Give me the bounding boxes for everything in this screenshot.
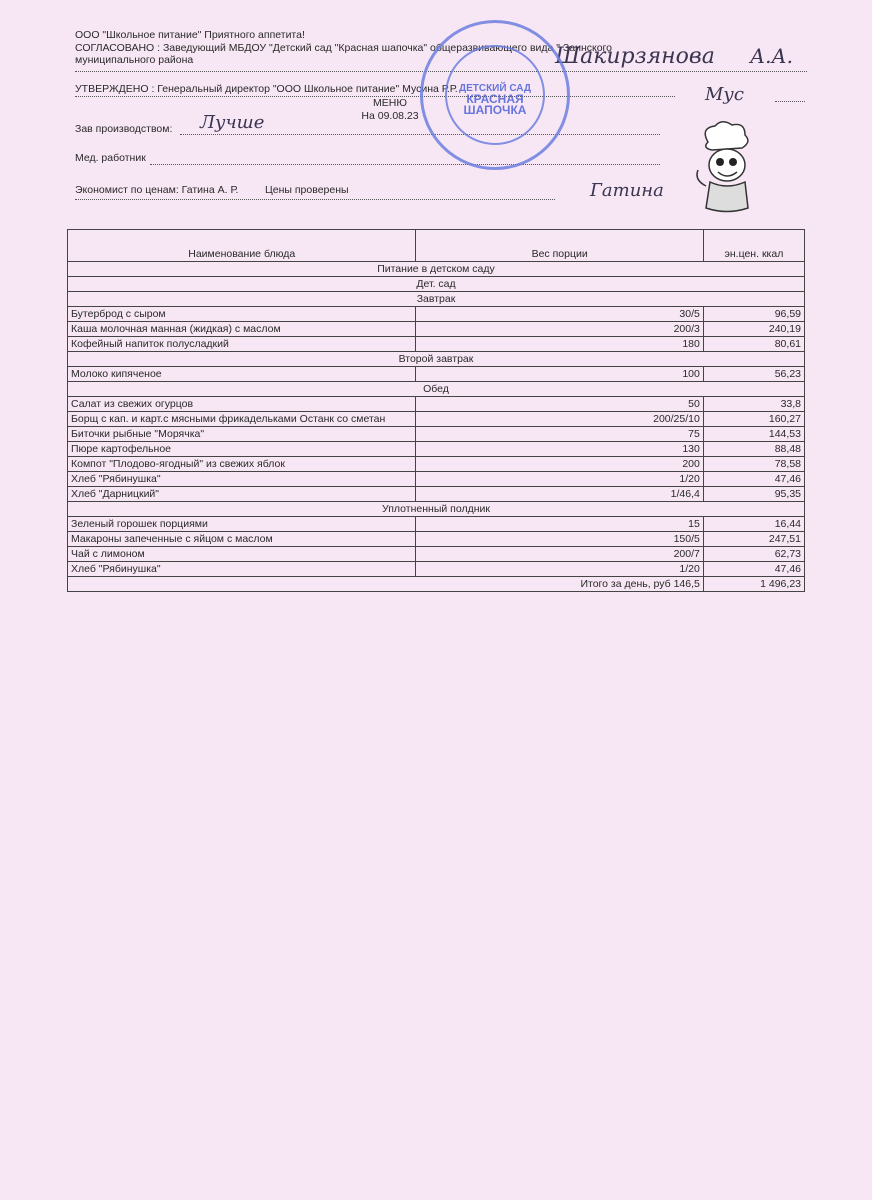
dish-cell: Хлеб "Рябинушка" — [68, 472, 416, 487]
production-label: Зав производством: — [75, 123, 173, 135]
chef-mascot-icon — [690, 120, 760, 215]
divider — [180, 134, 660, 135]
dish-cell: Пюре картофельное — [68, 442, 416, 457]
weight-cell: 1/46,4 — [416, 487, 703, 502]
signature-initials: А.А. — [750, 44, 794, 68]
divider — [150, 164, 660, 165]
weight-cell: 180 — [416, 337, 703, 352]
table-row — [68, 562, 805, 577]
table-row — [68, 337, 805, 352]
header-line-2: СОГЛАСОВАНО : Заведующий МБДОУ "Детский сад "Красная шапочка" общеразвивающего вида " Заинского — [75, 42, 612, 54]
total-label: Итого за день, руб 146,5 — [416, 577, 703, 592]
seal-text-1: ДЕТСКИЙ САД — [458, 83, 532, 94]
section-heading: Уплотненный полдник — [68, 502, 805, 517]
kcal-cell: 47,46 — [703, 562, 804, 577]
weight-cell: 200 — [416, 457, 703, 472]
table-row — [68, 412, 805, 427]
table-row — [68, 487, 805, 502]
header-line-1: ООО "Школьное питание" Приятного аппетита! — [75, 29, 305, 41]
dish-cell: Чай с лимоном — [68, 547, 416, 562]
kcal-cell: 160,27 — [703, 412, 804, 427]
weight-cell: 200/25/10 — [416, 412, 703, 427]
kcal-cell: 33,8 — [703, 397, 804, 412]
menu-title: МЕНЮ — [373, 97, 407, 109]
weight-cell: 15 — [416, 517, 703, 532]
total-spacer — [68, 577, 416, 592]
kcal-cell: 16,44 — [703, 517, 804, 532]
table-row — [68, 322, 805, 337]
weight-cell: 150/5 — [416, 532, 703, 547]
seal-text-2: КРАСНАЯ — [466, 92, 524, 106]
section-heading: Второй завтрак — [68, 352, 805, 367]
divider — [775, 101, 805, 102]
kcal-cell: 47,46 — [703, 472, 804, 487]
menu-date: На 09.08.23 — [361, 110, 419, 122]
signature-economist: Гатина — [590, 180, 664, 201]
table-row — [68, 532, 805, 547]
kcal-cell: 56,23 — [703, 367, 804, 382]
table-row — [68, 517, 805, 532]
signature-production: Лучше — [200, 112, 265, 133]
weight-cell: 200/3 — [416, 322, 703, 337]
dish-cell: Зеленый горошек порциями — [68, 517, 416, 532]
table-row — [68, 472, 805, 487]
kcal-cell: 78,58 — [703, 457, 804, 472]
medic-label: Мед. работник — [75, 152, 146, 164]
dish-cell: Биточки рыбные "Морячка" — [68, 427, 416, 442]
weight-cell: 75 — [416, 427, 703, 442]
kcal-cell: 144,53 — [703, 427, 804, 442]
col-header-weight: Вес порции — [416, 230, 703, 262]
col-header-kcal: эн.цен. ккал — [703, 230, 804, 262]
divider — [75, 199, 555, 200]
table-row — [68, 427, 805, 442]
section-heading: Завтрак — [68, 292, 805, 307]
header-line-3: муниципального района — [75, 54, 194, 66]
kcal-cell: 95,35 — [703, 487, 804, 502]
kcal-cell: 80,61 — [703, 337, 804, 352]
col-header-dish: Наименование блюда — [68, 230, 416, 262]
signature-head: Шакирзянова — [555, 44, 715, 69]
kcal-cell: 62,73 — [703, 547, 804, 562]
header-line-4: УТВЕРЖДЕНО : Генеральный директор "ООО Школьное питание" Мусина Р.Р. — [75, 83, 458, 95]
kcal-cell: 247,51 — [703, 532, 804, 547]
dish-cell: Компот "Плодово-ягодный" из свежих яблок — [68, 457, 416, 472]
dish-cell: Каша молочная манная (жидкая) с маслом — [68, 322, 416, 337]
table-row — [68, 367, 805, 382]
table-row — [68, 547, 805, 562]
weight-cell: 1/20 — [416, 472, 703, 487]
seal-text-3: ШАПОЧКА — [463, 103, 527, 117]
signature-director: Мус — [705, 84, 744, 105]
table-title: Питание в детском саду — [68, 262, 805, 277]
weight-cell: 50 — [416, 397, 703, 412]
kcal-cell: 88,48 — [703, 442, 804, 457]
dish-cell: Хлеб "Дарницкий" — [68, 487, 416, 502]
dish-cell: Салат из свежих огурцов — [68, 397, 416, 412]
organization-seal — [420, 20, 570, 170]
prices-checked: Цены проверены — [265, 184, 349, 196]
table-row — [68, 307, 805, 322]
table-row — [68, 457, 805, 472]
economist-label: Экономист по ценам: Гатина А. Р. — [75, 184, 239, 196]
table-row — [68, 442, 805, 457]
total-value: 1 496,23 — [703, 577, 804, 592]
weight-cell: 200/7 — [416, 547, 703, 562]
weight-cell: 100 — [416, 367, 703, 382]
dish-cell: Хлеб "Рябинушка" — [68, 562, 416, 577]
weight-cell: 130 — [416, 442, 703, 457]
menu-table — [67, 229, 805, 592]
dish-cell: Борщ с кап. и карт.с мясными фрикадельками Останк со сметан — [68, 412, 416, 427]
dish-cell: Бутерброд с сыром — [68, 307, 416, 322]
section-heading: Обед — [68, 382, 805, 397]
dish-cell: Макароны запеченные с яйцом с маслом — [68, 532, 416, 547]
kcal-cell: 96,59 — [703, 307, 804, 322]
table-subtitle: Дет. сад — [68, 277, 805, 292]
dish-cell: Кофейный напиток полусладкий — [68, 337, 416, 352]
kcal-cell: 240,19 — [703, 322, 804, 337]
dish-cell: Молоко кипяченое — [68, 367, 416, 382]
weight-cell: 1/20 — [416, 562, 703, 577]
weight-cell: 30/5 — [416, 307, 703, 322]
table-row — [68, 397, 805, 412]
